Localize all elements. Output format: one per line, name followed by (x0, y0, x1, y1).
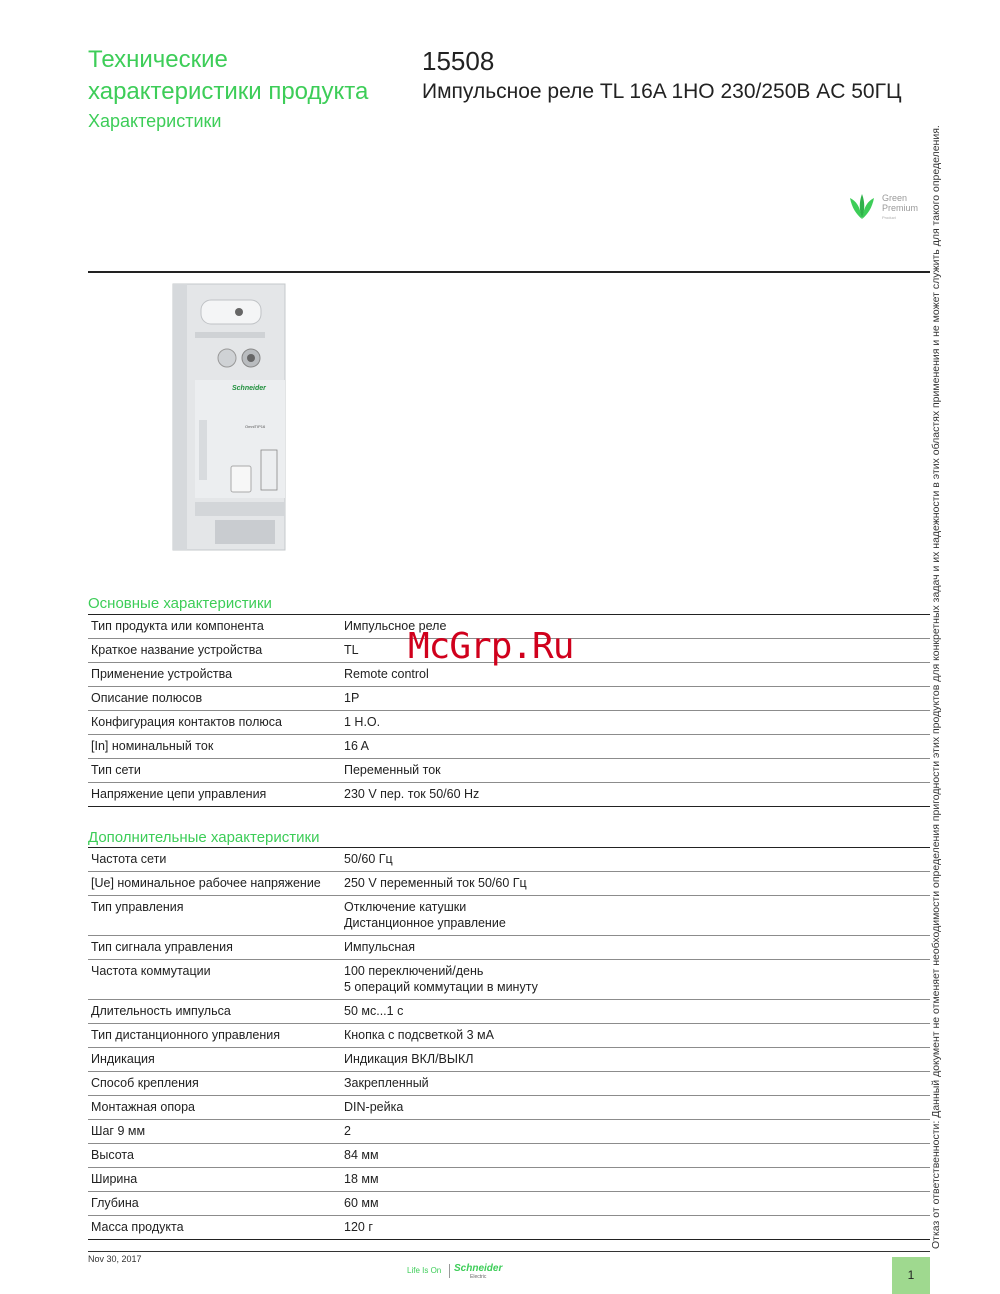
table-row (88, 872, 930, 896)
additional-characteristics-table (88, 847, 930, 1240)
spec-value: Импульсная (341, 936, 930, 960)
table-row (88, 759, 930, 783)
spec-value: Импульсное реле (341, 615, 930, 639)
green-leaf-icon (846, 192, 878, 220)
spec-key: Тип продукта или компонента (88, 615, 341, 639)
spec-value: 250 V переменный ток 50/60 Гц (341, 872, 930, 896)
table-row (88, 1048, 930, 1072)
brand-sub-text: Electric (470, 1274, 487, 1280)
spec-value: 84 мм (341, 1144, 930, 1168)
spec-key: Частота сети (88, 848, 341, 872)
spec-key: Применение устройства (88, 663, 341, 687)
svg-text:Schneider: Schneider (232, 385, 266, 392)
table-row (88, 1096, 930, 1120)
green-premium-text: Green Premium (882, 193, 919, 213)
green-premium-badge: Green Premium Product (846, 190, 928, 222)
spec-key: Глубина (88, 1192, 341, 1216)
watermark: McGrp.Ru (408, 626, 574, 667)
spec-key: Ширина (88, 1168, 341, 1192)
product-image (165, 280, 295, 555)
table-row (88, 687, 930, 711)
spec-key: Частота коммутации (88, 960, 341, 1000)
spec-value: Индикация ВКЛ/ВЫКЛ (341, 1048, 930, 1072)
spec-key: Длительность импульса (88, 1000, 341, 1024)
spec-key: Тип сети (88, 759, 341, 783)
spec-value: Remote control (341, 663, 930, 687)
spec-key: Высота (88, 1144, 341, 1168)
spec-key: Способ крепления (88, 1072, 341, 1096)
doc-title: Технические характеристики продукта (88, 46, 369, 105)
table-row (88, 1216, 930, 1240)
spec-value: 2 (341, 1120, 930, 1144)
product-code: 15508 (422, 46, 495, 76)
spec-value: 50/60 Гц (341, 848, 930, 872)
document-heading (88, 44, 408, 133)
table-row (88, 1144, 930, 1168)
product-heading (422, 44, 902, 106)
section-title-main: Основные характеристики (88, 595, 272, 612)
product-name: Импульсное реле TL 16A 1НО 230/250В AC 50ГЦ (422, 80, 902, 103)
spec-key: Краткое название устройства (88, 639, 341, 663)
spec-key: Монтажная опора (88, 1096, 341, 1120)
table-row (88, 711, 930, 735)
spec-value: 1 Н.О. (341, 711, 930, 735)
spec-key: Тип управления (88, 896, 341, 936)
spec-value: 18 мм (341, 1168, 930, 1192)
spec-value: Кнопка с подсветкой 3 мА (341, 1024, 930, 1048)
spec-key: Напряжение цепи управления (88, 783, 341, 807)
life-is-on-text: Life Is On (407, 1266, 442, 1275)
table-row (88, 1072, 930, 1096)
table-row (88, 936, 930, 960)
section-title-additional: Дополнительные характеристики (88, 829, 320, 846)
spec-value: Отключение катушки Дистанционное управление (341, 896, 930, 936)
page-number: 1 (892, 1257, 930, 1294)
spec-value: TL (341, 639, 930, 663)
spec-value: 16 A (341, 735, 930, 759)
table-row (88, 1000, 930, 1024)
table-row (88, 1120, 930, 1144)
table-row (88, 896, 930, 936)
header-divider (88, 271, 930, 273)
doc-subtitle: Характеристики (88, 111, 222, 131)
spec-key: [In] номинальный ток (88, 735, 341, 759)
table-row (88, 1168, 930, 1192)
spec-value: 100 переключений/день 5 операций коммутации в минуту (341, 960, 930, 1000)
spec-key: Тип сигнала управления (88, 936, 341, 960)
spec-key: Конфигурация контактов полюса (88, 711, 341, 735)
table-row (88, 960, 930, 1000)
svg-text:OmniTIP16: OmniTIP16 (245, 424, 266, 429)
table-row (88, 848, 930, 872)
footer-divider (88, 1251, 930, 1252)
brand-text: Schneider (454, 1263, 503, 1274)
spec-value: Закрепленный (341, 1072, 930, 1096)
spec-value: Переменный ток (341, 759, 930, 783)
spec-key: Тип дистанционного управления (88, 1024, 341, 1048)
spec-value: 50 мс...1 с (341, 1000, 930, 1024)
table-row (88, 1192, 930, 1216)
table-row (88, 783, 930, 807)
spec-value: 120 г (341, 1216, 930, 1240)
footer-date: Nov 30, 2017 (88, 1254, 142, 1264)
spec-key: Шаг 9 мм (88, 1120, 341, 1144)
spec-value: 230 V пер. ток 50/60 Hz (341, 783, 930, 807)
spec-key: Описание полюсов (88, 687, 341, 711)
spec-key: Индикация (88, 1048, 341, 1072)
spec-key: [Ue] номинальное рабочее напряжение (88, 872, 341, 896)
footer-logo (407, 1263, 507, 1279)
table-row (88, 735, 930, 759)
spec-key: Масса продукта (88, 1216, 341, 1240)
spec-value: 1P (341, 687, 930, 711)
table-row (88, 1024, 930, 1048)
spec-value: DIN-рейка (341, 1096, 930, 1120)
disclaimer-sidebar: Отказ от ответственности: Данный документ не отменяет необходимости определения пригодности этих продуктов для конкретных задач и их надежности в этих областях применения и не может служить для такого определения. (930, 125, 942, 1249)
spec-value: 60 мм (341, 1192, 930, 1216)
